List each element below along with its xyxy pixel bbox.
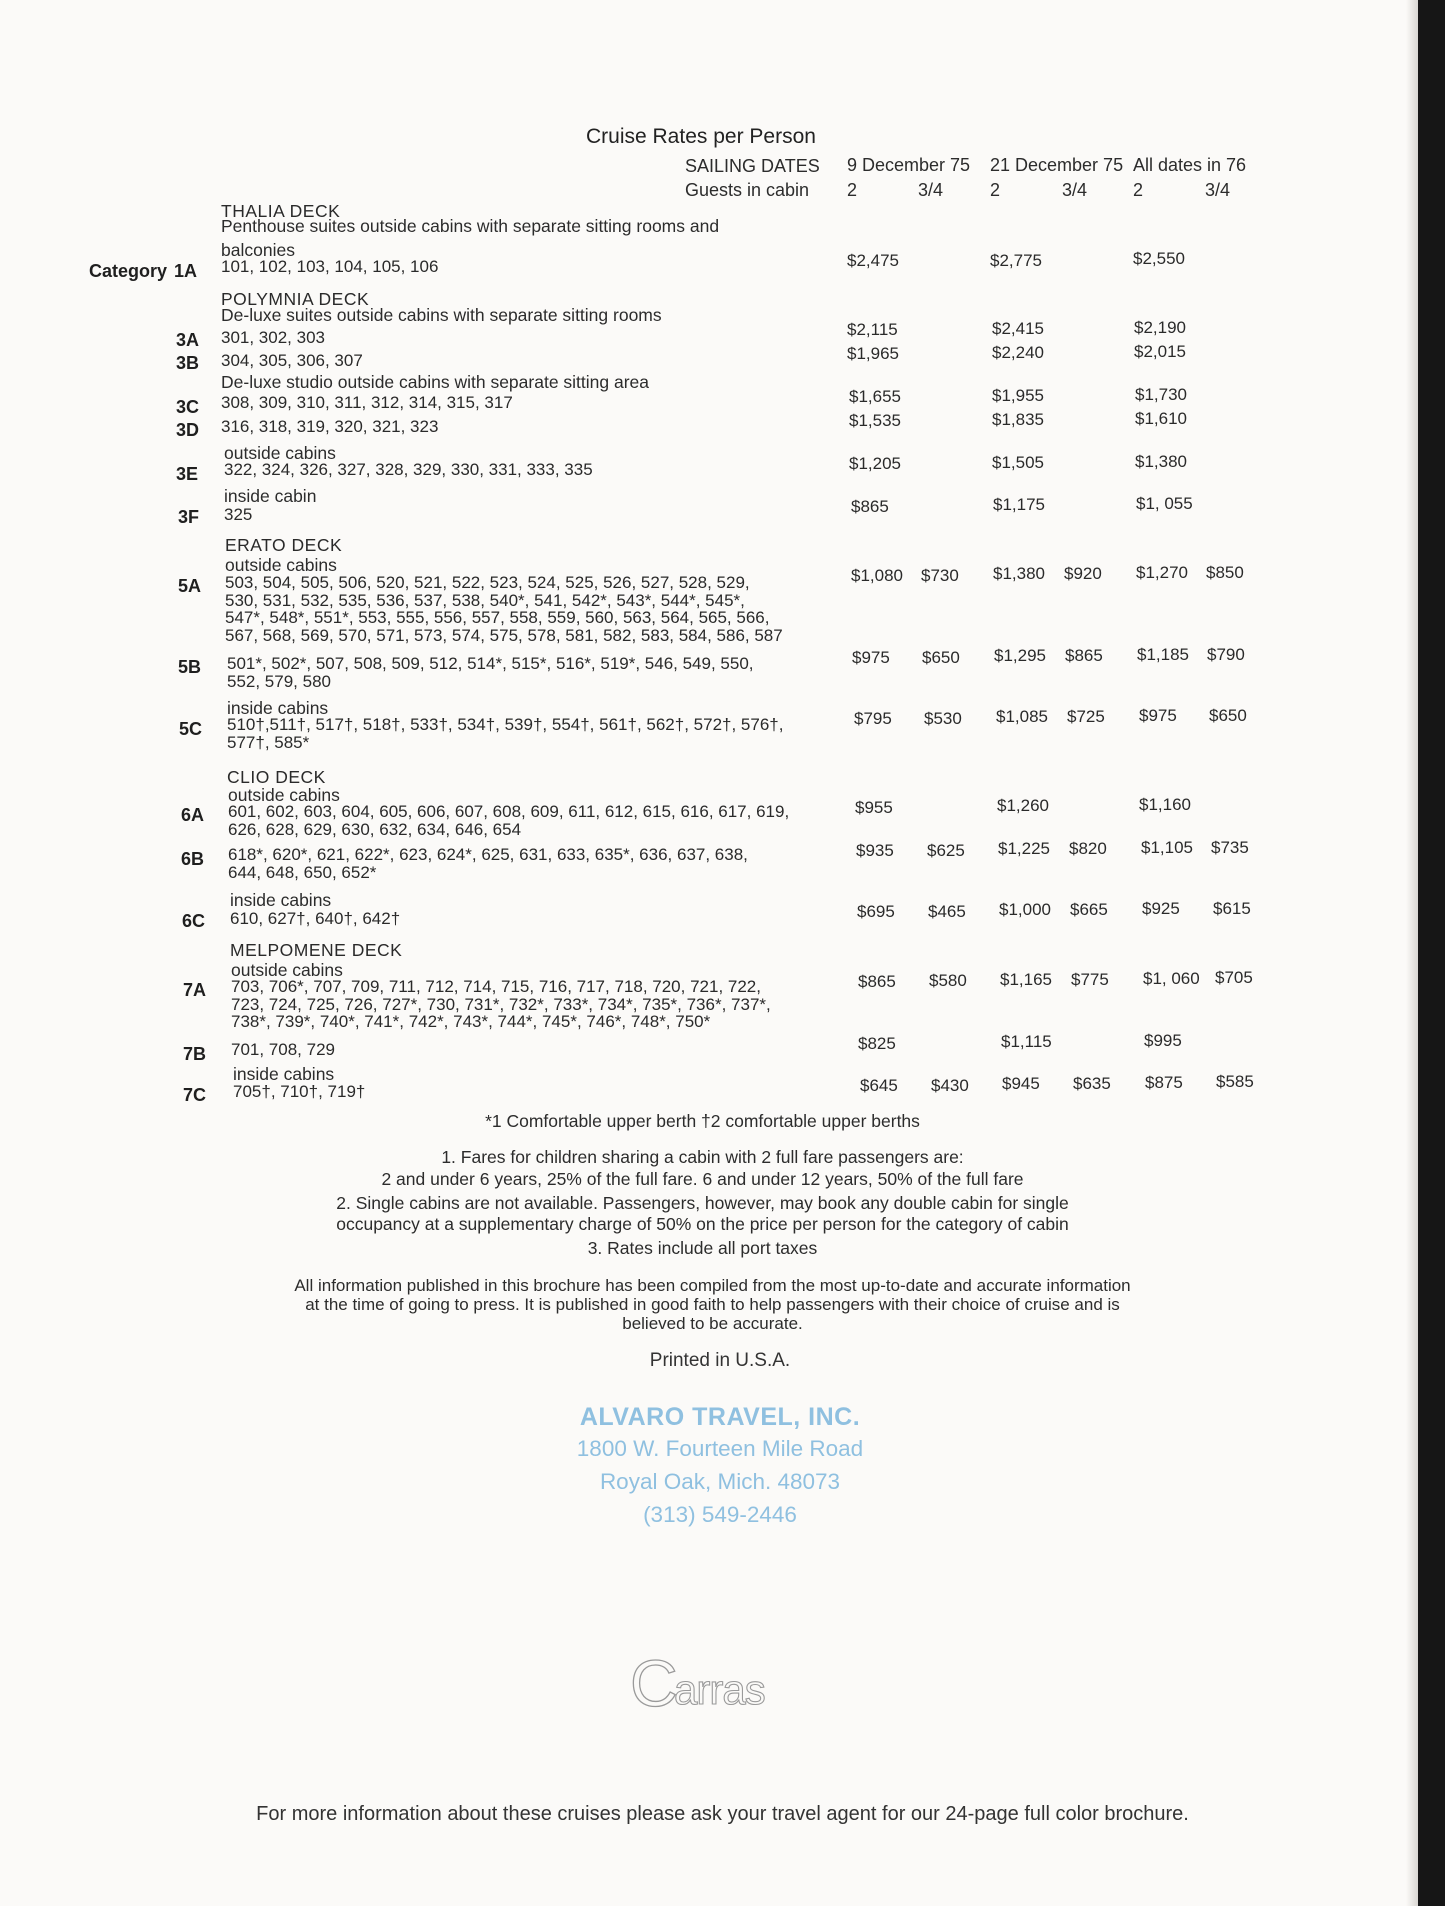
price-cell: $735 <box>1211 838 1249 857</box>
price-cell: $1,610 <box>1135 409 1187 428</box>
date-header-dec21: 21 December 75 <box>990 155 1124 175</box>
price-cell: $1,270 <box>1136 563 1188 582</box>
price-cell: $945 <box>1002 1074 1040 1093</box>
price-cell: $695 <box>857 902 895 921</box>
price-cell: $825 <box>858 1034 896 1053</box>
price-cell: $1,185 <box>1137 645 1189 664</box>
cabin-list: 304, 305, 306, 307 <box>221 351 363 370</box>
category-code: 3D <box>176 420 200 440</box>
guests-header: 3/4 <box>1062 180 1088 200</box>
category-code: 5C <box>179 719 203 739</box>
cabin-list: 301, 302, 303 <box>221 328 325 347</box>
price-cell: $585 <box>1216 1072 1254 1091</box>
guests-header: 3/4 <box>1205 180 1231 200</box>
price-cell: $1,655 <box>849 387 901 406</box>
deck-heading-polymnia: POLYMNIA DECK <box>221 289 370 309</box>
price-cell: $730 <box>921 566 959 585</box>
price-cell: $790 <box>1207 645 1245 664</box>
price-cell: $1,380 <box>993 564 1045 583</box>
price-cell: $635 <box>1073 1074 1111 1093</box>
price-cell: $625 <box>927 841 965 860</box>
category-code: 6A <box>181 805 205 825</box>
cabin-list: 701, 708, 729 <box>231 1040 335 1059</box>
category-code: 6B <box>181 849 205 869</box>
category-code: 3F <box>178 507 200 527</box>
printed-in-label: Printed in U.S.A. <box>649 1350 791 1371</box>
price-cell: $1,115 <box>1001 1032 1052 1051</box>
deck-description: outside cabins <box>224 443 336 463</box>
price-cell: $1, 060 <box>1143 969 1200 988</box>
price-cell: $645 <box>860 1076 898 1095</box>
carras-logo-c: C <box>630 1648 678 1718</box>
price-cell: $1,165 <box>1000 970 1052 989</box>
guests-header: 2 <box>847 180 858 200</box>
guests-header: 3/4 <box>918 180 944 200</box>
price-cell: $1,260 <box>997 796 1049 815</box>
price-cell: $850 <box>1206 563 1244 582</box>
price-cell: $1,730 <box>1135 385 1187 404</box>
deck-description: De-luxe studio outside cabins with separate sitting area <box>221 372 650 392</box>
category-code: 5B <box>178 657 202 677</box>
price-cell: $975 <box>852 648 890 667</box>
price-cell: $865 <box>858 972 896 991</box>
category-code: 3A <box>176 330 200 350</box>
price-cell: $1,000 <box>999 900 1051 919</box>
price-cell: $1,835 <box>992 410 1044 429</box>
deck-description: inside cabins <box>227 698 329 718</box>
cabin-list: 101, 102, 103, 104, 105, 106 <box>221 257 439 276</box>
price-cell: $935 <box>856 841 894 860</box>
deck-heading-melpomene: MELPOMENE DECK <box>230 940 403 960</box>
guests-in-cabin-label: Guests in cabin <box>685 180 810 200</box>
disclaimer-line: believed to be accurate. <box>622 1314 803 1333</box>
sailing-dates-label: SAILING DATES <box>685 156 820 176</box>
price-cell: $2,190 <box>1134 318 1186 337</box>
disclaimer-line: at the time of going to press. It is published in good faith to help passengers with their choice of cruise and is <box>305 1295 1120 1314</box>
deck-description: inside cabins <box>233 1064 335 1084</box>
date-header-76: All dates in 76 <box>1133 155 1247 175</box>
category-code: 7B <box>183 1044 207 1064</box>
category-code: 6C <box>182 911 206 931</box>
berth-footnote: *1 Comfortable upper berth †2 comfortable upper berths <box>485 1111 920 1131</box>
category-code: 5A <box>178 576 202 596</box>
cabin-list: 316, 318, 319, 320, 321, 323 <box>221 417 439 436</box>
price-cell: $1,955 <box>992 386 1044 405</box>
price-cell: $465 <box>928 902 966 921</box>
deck-description: De-luxe suites outside cabins with separate sitting rooms <box>221 305 662 325</box>
cabin-list: 601, 602, 603, 604, 605, 606, 607, 608, 609, 611, 612, 615, 616, 617, 619, 626, 628, 629, 630, 632, 634, 646, 654 <box>228 802 790 839</box>
note-3: 3. Rates include all port taxes <box>587 1238 818 1258</box>
guests-header: 2 <box>990 180 1001 200</box>
disclaimer-line: All information published in this brochure has been compiled from the most up-to-date and accurate information <box>294 1276 1131 1295</box>
deck-heading-erato: ERATO DECK <box>225 535 343 555</box>
deck-description: Penthouse suites outside cabins with separate sitting rooms and <box>221 216 720 236</box>
price-cell: $1,225 <box>998 839 1050 858</box>
category-code: 3C <box>176 397 200 417</box>
deck-heading-clio: CLIO DECK <box>227 767 326 787</box>
price-cell: $775 <box>1071 970 1109 989</box>
cabin-list: 308, 309, 310, 311, 312, 314, 315, 317 <box>221 393 513 412</box>
stamp-address: 1800 W. Fourteen Mile Road <box>576 1436 864 1461</box>
price-cell: $1,080 <box>851 566 903 585</box>
deck-description: outside cabins <box>231 960 343 980</box>
cabin-list: 510†,511†, 517†, 518†, 533†, 534†, 539†, 554†, 561†, 562†, 572†, 576†, 577†, 585* <box>227 715 784 752</box>
price-cell: $2,240 <box>992 343 1044 362</box>
price-cell: $1,505 <box>992 453 1044 472</box>
date-header-dec9: 9 December 75 <box>847 155 971 175</box>
price-cell: $865 <box>1065 646 1103 665</box>
stamp-city: Royal Oak, Mich. 48073 <box>599 1469 841 1494</box>
category-code: 7A <box>183 980 207 1000</box>
price-cell: $650 <box>1209 706 1247 725</box>
note-1-detail: 2 and under 6 years, 25% of the full fare. 6 and under 12 years, 50% of the full fare <box>381 1169 1024 1189</box>
price-cell: $1,295 <box>994 646 1046 665</box>
price-cell: $920 <box>1064 564 1102 583</box>
price-cell: $1, 055 <box>1136 494 1193 513</box>
price-cell: $705 <box>1215 968 1253 987</box>
price-cell: $875 <box>1145 1073 1183 1092</box>
cabin-list: 503, 504, 505, 506, 520, 521, 522, 523, 524, 525, 526, 527, 528, 529, 530, 531, 532, 535, 536, 537, 538, 540*, 541, 542*, 543*, 544*, 545*, 547*, 548*, 551*, 553, 555, 556, 557, 558, 559, 560, 563, 564, 565, 566, 567, 568, 569, 570, 571, 573, 574, 575, 578, 581, 582, 583, 584, 586, 587 <box>225 573 783 645</box>
category-code: 1A <box>174 261 198 281</box>
cabin-list: 322, 324, 326, 327, 328, 329, 330, 331, 333, 335 <box>224 460 593 479</box>
price-cell: $2,775 <box>990 251 1042 270</box>
price-cell: $995 <box>1144 1031 1182 1050</box>
price-cell: $795 <box>854 709 892 728</box>
price-cell: $2,475 <box>847 251 899 270</box>
guests-header: 2 <box>1133 180 1144 200</box>
note-1: 1. Fares for children sharing a cabin with 2 full fare passengers are: <box>441 1147 964 1167</box>
price-cell: $650 <box>922 648 960 667</box>
page-title: Cruise Rates per Person <box>586 125 816 148</box>
cabin-list: 610, 627†, 640†, 642† <box>230 909 401 928</box>
stamp-agency-name: ALVARO TRAVEL, INC. <box>579 1403 861 1431</box>
price-cell: $2,115 <box>847 320 898 339</box>
category-code: 7C <box>183 1085 207 1105</box>
price-cell: $430 <box>931 1076 969 1095</box>
price-cell: $2,015 <box>1134 342 1186 361</box>
deck-heading-thalia: THALIA DECK <box>221 201 341 221</box>
carras-logo-rest: arras <box>674 1666 765 1713</box>
cabin-list: 618*, 620*, 621, 622*, 623, 624*, 625, 631, 633, 635*, 636, 637, 638, 644, 648, 650, 652* <box>228 845 748 882</box>
price-cell: $2,415 <box>992 319 1044 338</box>
deck-description: inside cabins <box>230 890 332 910</box>
price-cell: $925 <box>1142 899 1180 918</box>
note-2: 2. Single cabins are not available. Passengers, however, may book any double cabin for single <box>336 1193 1069 1213</box>
category-code: 3E <box>176 464 199 484</box>
cabin-list: 703, 706*, 707, 709, 711, 712, 714, 715, 716, 717, 718, 720, 721, 722, 723, 724, 725, 726, 727*, 730, 731*, 732*, 733*, 734*, 735*, 736*, 737*, 738*, 739*, 740*, 741*, 742*, 743*, 744*, 745*, 746*, 748*, 750* <box>231 977 771 1031</box>
deck-description: outside cabins <box>225 555 337 575</box>
price-cell: $530 <box>924 709 962 728</box>
price-cell: $1,085 <box>996 707 1048 726</box>
price-cell: $955 <box>855 798 893 817</box>
price-cell: $820 <box>1069 839 1107 858</box>
page-edge <box>1418 0 1445 1906</box>
price-cell: $1,205 <box>849 454 901 473</box>
carras-logo <box>630 1648 815 1718</box>
price-cell: $975 <box>1139 706 1177 725</box>
category-label: Category <box>89 261 168 281</box>
price-cell: $865 <box>851 497 889 516</box>
brochure-note: For more information about these cruises please ask your travel agent for our 24-page full color brochure. <box>256 1803 1189 1825</box>
price-cell: $1,380 <box>1135 452 1187 471</box>
price-cell: $580 <box>929 971 967 990</box>
deck-description: inside cabin <box>224 486 317 506</box>
cabin-list: 705†, 710†, 719† <box>233 1082 366 1101</box>
price-cell: $1,965 <box>847 344 899 363</box>
price-cell: $615 <box>1213 899 1251 918</box>
price-cell: $2,550 <box>1133 249 1185 268</box>
cabin-list: 501*, 502*, 507, 508, 509, 512, 514*, 515*, 516*, 519*, 546, 549, 550, 552, 579, 580 <box>227 654 754 691</box>
price-cell: $1,535 <box>849 411 901 430</box>
price-cell: $665 <box>1070 900 1108 919</box>
deck-description: balconies <box>221 240 295 260</box>
price-cell: $1,175 <box>993 495 1045 514</box>
category-code: 3B <box>176 353 200 373</box>
stamp-phone: (313) 549-2446 <box>643 1502 797 1527</box>
price-cell: $1,160 <box>1139 795 1191 814</box>
deck-description: outside cabins <box>228 785 340 805</box>
cabin-list: 325 <box>224 505 253 524</box>
note-2-detail: occupancy at a supplementary charge of 50% on the price per person for the category of cabin <box>336 1214 1069 1234</box>
page-shadow <box>1406 0 1418 1906</box>
price-cell: $1,105 <box>1141 838 1193 857</box>
price-cell: $725 <box>1067 707 1105 726</box>
